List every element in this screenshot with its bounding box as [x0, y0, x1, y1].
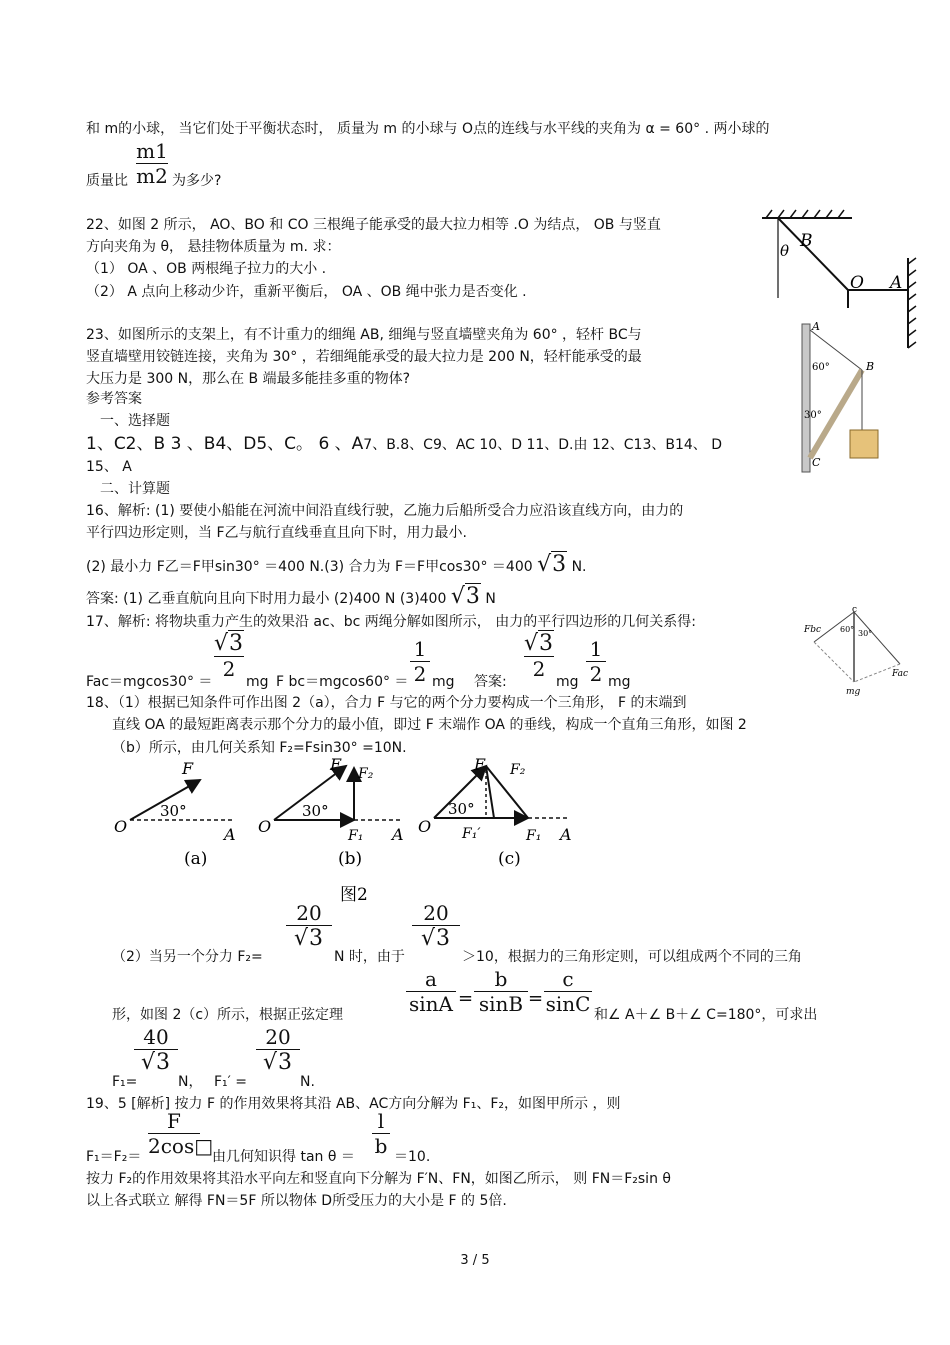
fraction-40-over-sqrt3: 40 √3 [134, 1026, 178, 1074]
label-F2: F₂ [510, 762, 526, 778]
label-F2: F₂ [358, 766, 374, 782]
a17-mg3: mg [556, 674, 579, 690]
label-A: A [392, 825, 404, 844]
label-F1-prime: F₁′ [462, 826, 481, 842]
a17-mg1: mg [246, 674, 269, 690]
label-A: A [224, 825, 236, 844]
sine-rule-c: c sinC [545, 967, 591, 1016]
a17-fac: Fac＝mgcos30° ＝ [86, 674, 213, 690]
subfig-b: (b) [338, 849, 363, 869]
equals-sign: = [458, 988, 474, 1009]
a16-line1: 16、解析: (1) 要使小船能在河流中间沿直线行驶，乙施力后船所受合力应沿该直线方向，由力的 [86, 503, 684, 519]
label-F: F [182, 759, 194, 778]
a18-f1-unit: N， [178, 1074, 203, 1090]
figure-caption: 图2 [340, 885, 368, 905]
label-Fac: Fac [892, 669, 909, 679]
label-30deg: 30° [804, 410, 822, 421]
q22-line3: （1） OA 、OB 两根绳子拉力的大小 . [86, 261, 327, 277]
a19-line2-prefix: F₁＝F₂＝ [86, 1149, 142, 1165]
label-c: c [852, 605, 858, 615]
sqrt3-symbol: √3 [450, 584, 480, 609]
label-C: C [812, 456, 821, 469]
a19-line1: 19、5 [解析] 按力 F 的作用效果将其沿 AB、AC方向分解为 F₁、F₂，如图甲所示 ，则 [86, 1096, 621, 1112]
label-60deg: 60° [812, 362, 830, 373]
sine-rule-a: a sinA [406, 968, 456, 1015]
a19-line2-mid: 由几何知识得 tan θ ＝ [212, 1149, 355, 1165]
a16-line3 [86, 552, 587, 577]
label-A: A [890, 273, 903, 293]
choice-answers-part2: 7、B.8、C9、AC 10、D 11、D.由 12、C13、B14、 D [363, 437, 722, 453]
fraction-20-over-sqrt3: 20 √3 [286, 902, 332, 950]
ratio-numerator: m1 [136, 139, 168, 163]
sqrt3-symbol: √3 [537, 552, 567, 577]
label-O: O [418, 817, 432, 836]
label-O: O [850, 273, 864, 293]
label-60deg: 60° [840, 625, 855, 634]
fraction-sqrt3-over-2: √3 2 [214, 631, 244, 681]
q22-line4: （2） A 点向上移动少许，重新平衡后， OA 、OB 绳中张力是否变化 . [86, 284, 527, 300]
a16-line4-text: 答案: (1) 乙垂直航向且向下时用力最小 (2)400 N (3)400 [86, 591, 447, 607]
label-A: A [812, 320, 820, 333]
a17-mg2: mg [432, 674, 455, 690]
label-30deg: 30° [858, 629, 873, 638]
label-B: B [866, 360, 875, 373]
equals-sign: = [528, 988, 544, 1009]
a17-line1: 17、解析: 将物块重力产生的效果沿 ac、bc 两绳分解如图所示， 由力的平行四边形的几何关系得: [86, 614, 696, 630]
label-30deg: 30° [448, 800, 475, 818]
ratio-denominator: m2 [136, 164, 168, 188]
label-30deg: 30° [160, 802, 187, 820]
q23-line1: 23、如图所示的支架上，有不计重力的细绳 AB, 细绳与竖直墙壁夹角为 60° ，轻杆 BC与 [86, 327, 642, 343]
section-choice-heading: 一、选择题 [100, 413, 170, 429]
a18-f1-prefix: F₁= [112, 1074, 138, 1090]
label-O: O [258, 817, 272, 836]
subfig-a: (a) [184, 849, 208, 869]
a18-line5-suffix: 和∠ A＋∠ B＋∠ C=180°，可求出 [594, 1007, 818, 1023]
a16-line3-text: (2) 最小力 F乙＝F甲sin30° ＝400 N.(3) 合力为 F＝F甲cos30° ＝400 [86, 559, 533, 575]
q22-line2: 方向夹角为 θ， 悬挂物体质量为 m. 求： [86, 239, 341, 255]
a18-line2: 直线 OA 的最短距离表示那个分力的最小值，即过 F 末端作 OA 的垂线，构成一个直角三角形，如图 2 [112, 717, 747, 733]
label-30deg: 30° [302, 802, 329, 820]
fraction-one-half: 1 2 [586, 638, 606, 685]
fraction-20-over-sqrt3: 20 √3 [412, 902, 460, 950]
answers-title: 参考答案 [86, 391, 142, 407]
a19-line4: 以上各式联立 解得 FN＝5F 所以物体 D所受压力的大小是 F 的 5倍. [86, 1193, 507, 1209]
sine-rule-b: b sinB [474, 968, 528, 1015]
label-mg: mg [846, 687, 861, 697]
a17-answer-label: 答案: [474, 674, 507, 690]
subfig-c: (c) [498, 849, 521, 869]
q23-line2: 竖直墙壁用铰链连接，夹角为 30° ，若细绳能承受的最大拉力是 200 N，轻杆能承受的最 [86, 349, 642, 365]
label-F: F [474, 756, 486, 774]
label-O: O [114, 817, 128, 836]
q23-line3: 大压力是 300 N，那么在 B 端最多能挂多重的物体? [86, 371, 411, 387]
a18-p2-mid: N 时，由于 [334, 949, 405, 965]
label-Fbc: Fbc [804, 625, 822, 635]
section-calc-heading: 二、计算题 [100, 481, 170, 497]
q21-line1: 和 m的小球， 当它们处于平衡状态时， 质量为 m 的小球与 O点的连线与水平线的夹角为 α = 60° . 两小球的 [86, 121, 770, 137]
mass-ratio-fraction [136, 140, 168, 187]
a19-line3: 按力 F₂的作用效果将其沿水平向左和竖直向下分解为 F′N、FN，如图乙所示， 则 FN＝F₂sin θ [86, 1171, 671, 1187]
a16-line3-unit: N. [571, 559, 587, 575]
label-A: A [560, 825, 572, 844]
figure-2 [108, 756, 588, 906]
q21-line2-suffix: 为多少? [172, 173, 222, 189]
a18-line3: （b）所示，由几何关系知 F₂=Fsin30° =10N. [112, 740, 407, 756]
q22-line1: 22、如图 2 所示， AO、BO 和 CO 三根绳子能承受的最大拉力相等 .O 为结点， OB 与竖直 [86, 217, 661, 233]
choice-answers-line2: 15、 A [86, 459, 132, 475]
a18-line1: 18、（1）根据已知条件可作出图 2（a），合力 F 与它的两个分力要构成一个三角形， F 的末端到 [86, 695, 687, 711]
a18-f1p-unit: N. [300, 1074, 315, 1090]
q21-line2-prefix: 质量比 [86, 173, 128, 189]
label-theta: θ [780, 242, 790, 260]
page-number: 3 / 5 [460, 1253, 490, 1268]
fraction-l-over-b: l b [372, 1110, 390, 1157]
choice-answers-part1: 1、C2、B 3 、B4、D5、C。 6 、A [86, 434, 364, 454]
a16-line4 [86, 584, 496, 609]
a18-p2-suffix: ＞10，根据力的三角形定则，可以组成两个不同的三角 [462, 949, 802, 965]
label-F: F [330, 756, 342, 774]
label-B: B [800, 231, 813, 251]
a17-fbc: F bc＝mgcos60° ＝ [276, 674, 409, 690]
a16-line4-unit: N [485, 591, 496, 607]
a17-mg4: mg [608, 674, 631, 690]
q23-figure [796, 318, 886, 478]
fraction-sqrt3-over-2: √3 2 [524, 631, 554, 681]
a18-line5-prefix: 形，如图 2（c）所示，根据正弦定理 [112, 1007, 344, 1023]
label-F1: F₁ [348, 828, 364, 844]
a18-f1p-prefix: F₁′ = [214, 1074, 248, 1090]
fraction-20-over-sqrt3: 20 √3 [256, 1026, 300, 1074]
label-F1: F₁ [526, 828, 542, 844]
a16-line2: 平行四边形定则，当 F乙与航行直线垂直且向下时，用力最小. [86, 525, 467, 541]
a18-p2-prefix: （2）当另一个分力 F₂= [112, 949, 263, 965]
choice-answers [86, 435, 722, 454]
a17-figure [800, 604, 918, 700]
fraction-F-over-2cos: F 2cos□ [148, 1109, 214, 1158]
fraction-one-half: 1 2 [410, 638, 430, 685]
a19-line2-suffix: ＝10. [394, 1149, 431, 1165]
